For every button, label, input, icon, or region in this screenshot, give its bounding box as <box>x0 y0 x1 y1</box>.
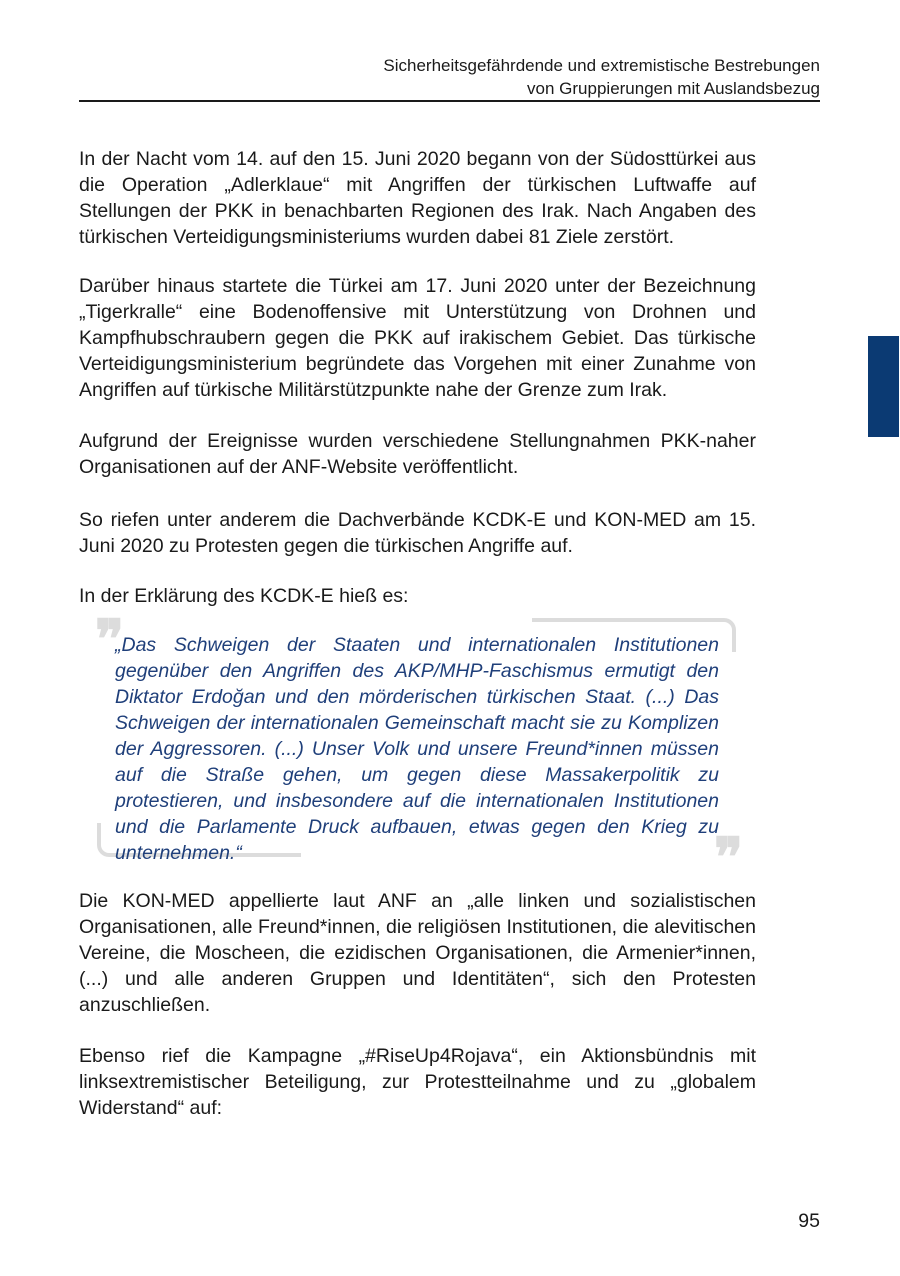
paragraph-anf-statements: Aufgrund der Ereignisse wurden verschiedene Stellungnahmen PKK-naher Organisationen auf der ANF-Website veröffentlicht. <box>79 430 756 478</box>
paragraph-operation-tigerkralle: Darüber hinaus startete die Türkei am 17. Juni 2020 unter der Bezeichnung „Tigerkralle“ eine Bodenoffensive mit Unterstützung von Drohnen und Kampfhubschraubern gegen die PKK auf irakischem Gebiet. Das türkische Verteidigungsministerium begründete das Vorgehen mit einer Zunahme von Angriffen auf türkische Militärstützpunkte nahe der Grenze zum Irak. <box>79 275 756 401</box>
paragraph-kcdk-e-intro: In der Erklärung des KCDK-E hieß es: <box>79 585 409 607</box>
paragraph-kon-med-appeal: Die KON-MED appellierte laut ANF an „alle linken und sozialistischen Organisationen, alle Freund*innen, die religiösen Institutionen, die alevitischen Vereine, die Moscheen, die ezidischen Organisationen, die Armenier*innen, (...) und alle anderen Gruppen und Identitäten“, sich den Protesten anzuschließen. <box>79 890 756 1016</box>
blockquote <box>95 607 744 889</box>
opening-quote-mark-icon: ❞ <box>95 607 125 671</box>
paragraph-riseup4rojava: Ebenso rief die Kampagne „#RiseUp4Rojava“, ein Aktionsbündnis mit linksextremistischer Beteiligung, zur Protestteilnahme und zu „globalem Widerstand“ auf: <box>79 1045 756 1119</box>
paragraph-protest-call: So riefen unter anderem die Dachverbände KCDK-E und KON-MED am 15. Juni 2020 zu Protesten gegen die türkischen Angriffe auf. <box>79 509 756 557</box>
running-header <box>79 54 820 100</box>
running-header-line-1: Sicherheitsgefährdende und extremistische Bestrebungen <box>383 56 820 75</box>
quote-text: „Das Schweigen der Staaten und internationalen Institutionen gegenüber den Angriffen des AKP/MHP-Faschismus ermutigt den Diktator Erdoğan und den mörderischen türkischen Staat. (...) Das Schweigen der internationalen Gemeinschaft macht sie zu Komplizen der Aggressoren. (...) Unser Volk und unsere Freund*innen müssen auf die Straße gehen, um gegen diese Massakerpolitik zu protestieren, und insbesondere auf die internationalen Institutionen und die Parlamente Druck aufbauen, etwas gegen den Krieg zu unternehmen.“ <box>115 634 719 864</box>
running-header-line-2: von Gruppierungen mit Auslandsbezug <box>527 79 820 98</box>
header-divider <box>79 100 820 102</box>
paragraph-operation-adlerklaue: In der Nacht vom 14. auf den 15. Juni 2020 begann von der Südosttürkei aus die Operation „Adlerklaue“ mit Angriffen der türkischen Luftwaffe auf Stellungen der PKK in benachbarten Regionen des Irak. Nach Angaben des türkischen Verteidigungsministeriums wurden dabei 81 Ziele zerstört. <box>79 148 756 248</box>
page-number: 95 <box>798 1210 820 1232</box>
chapter-tab-marker <box>868 336 899 437</box>
closing-quote-mark-icon: ❞ <box>714 825 744 889</box>
